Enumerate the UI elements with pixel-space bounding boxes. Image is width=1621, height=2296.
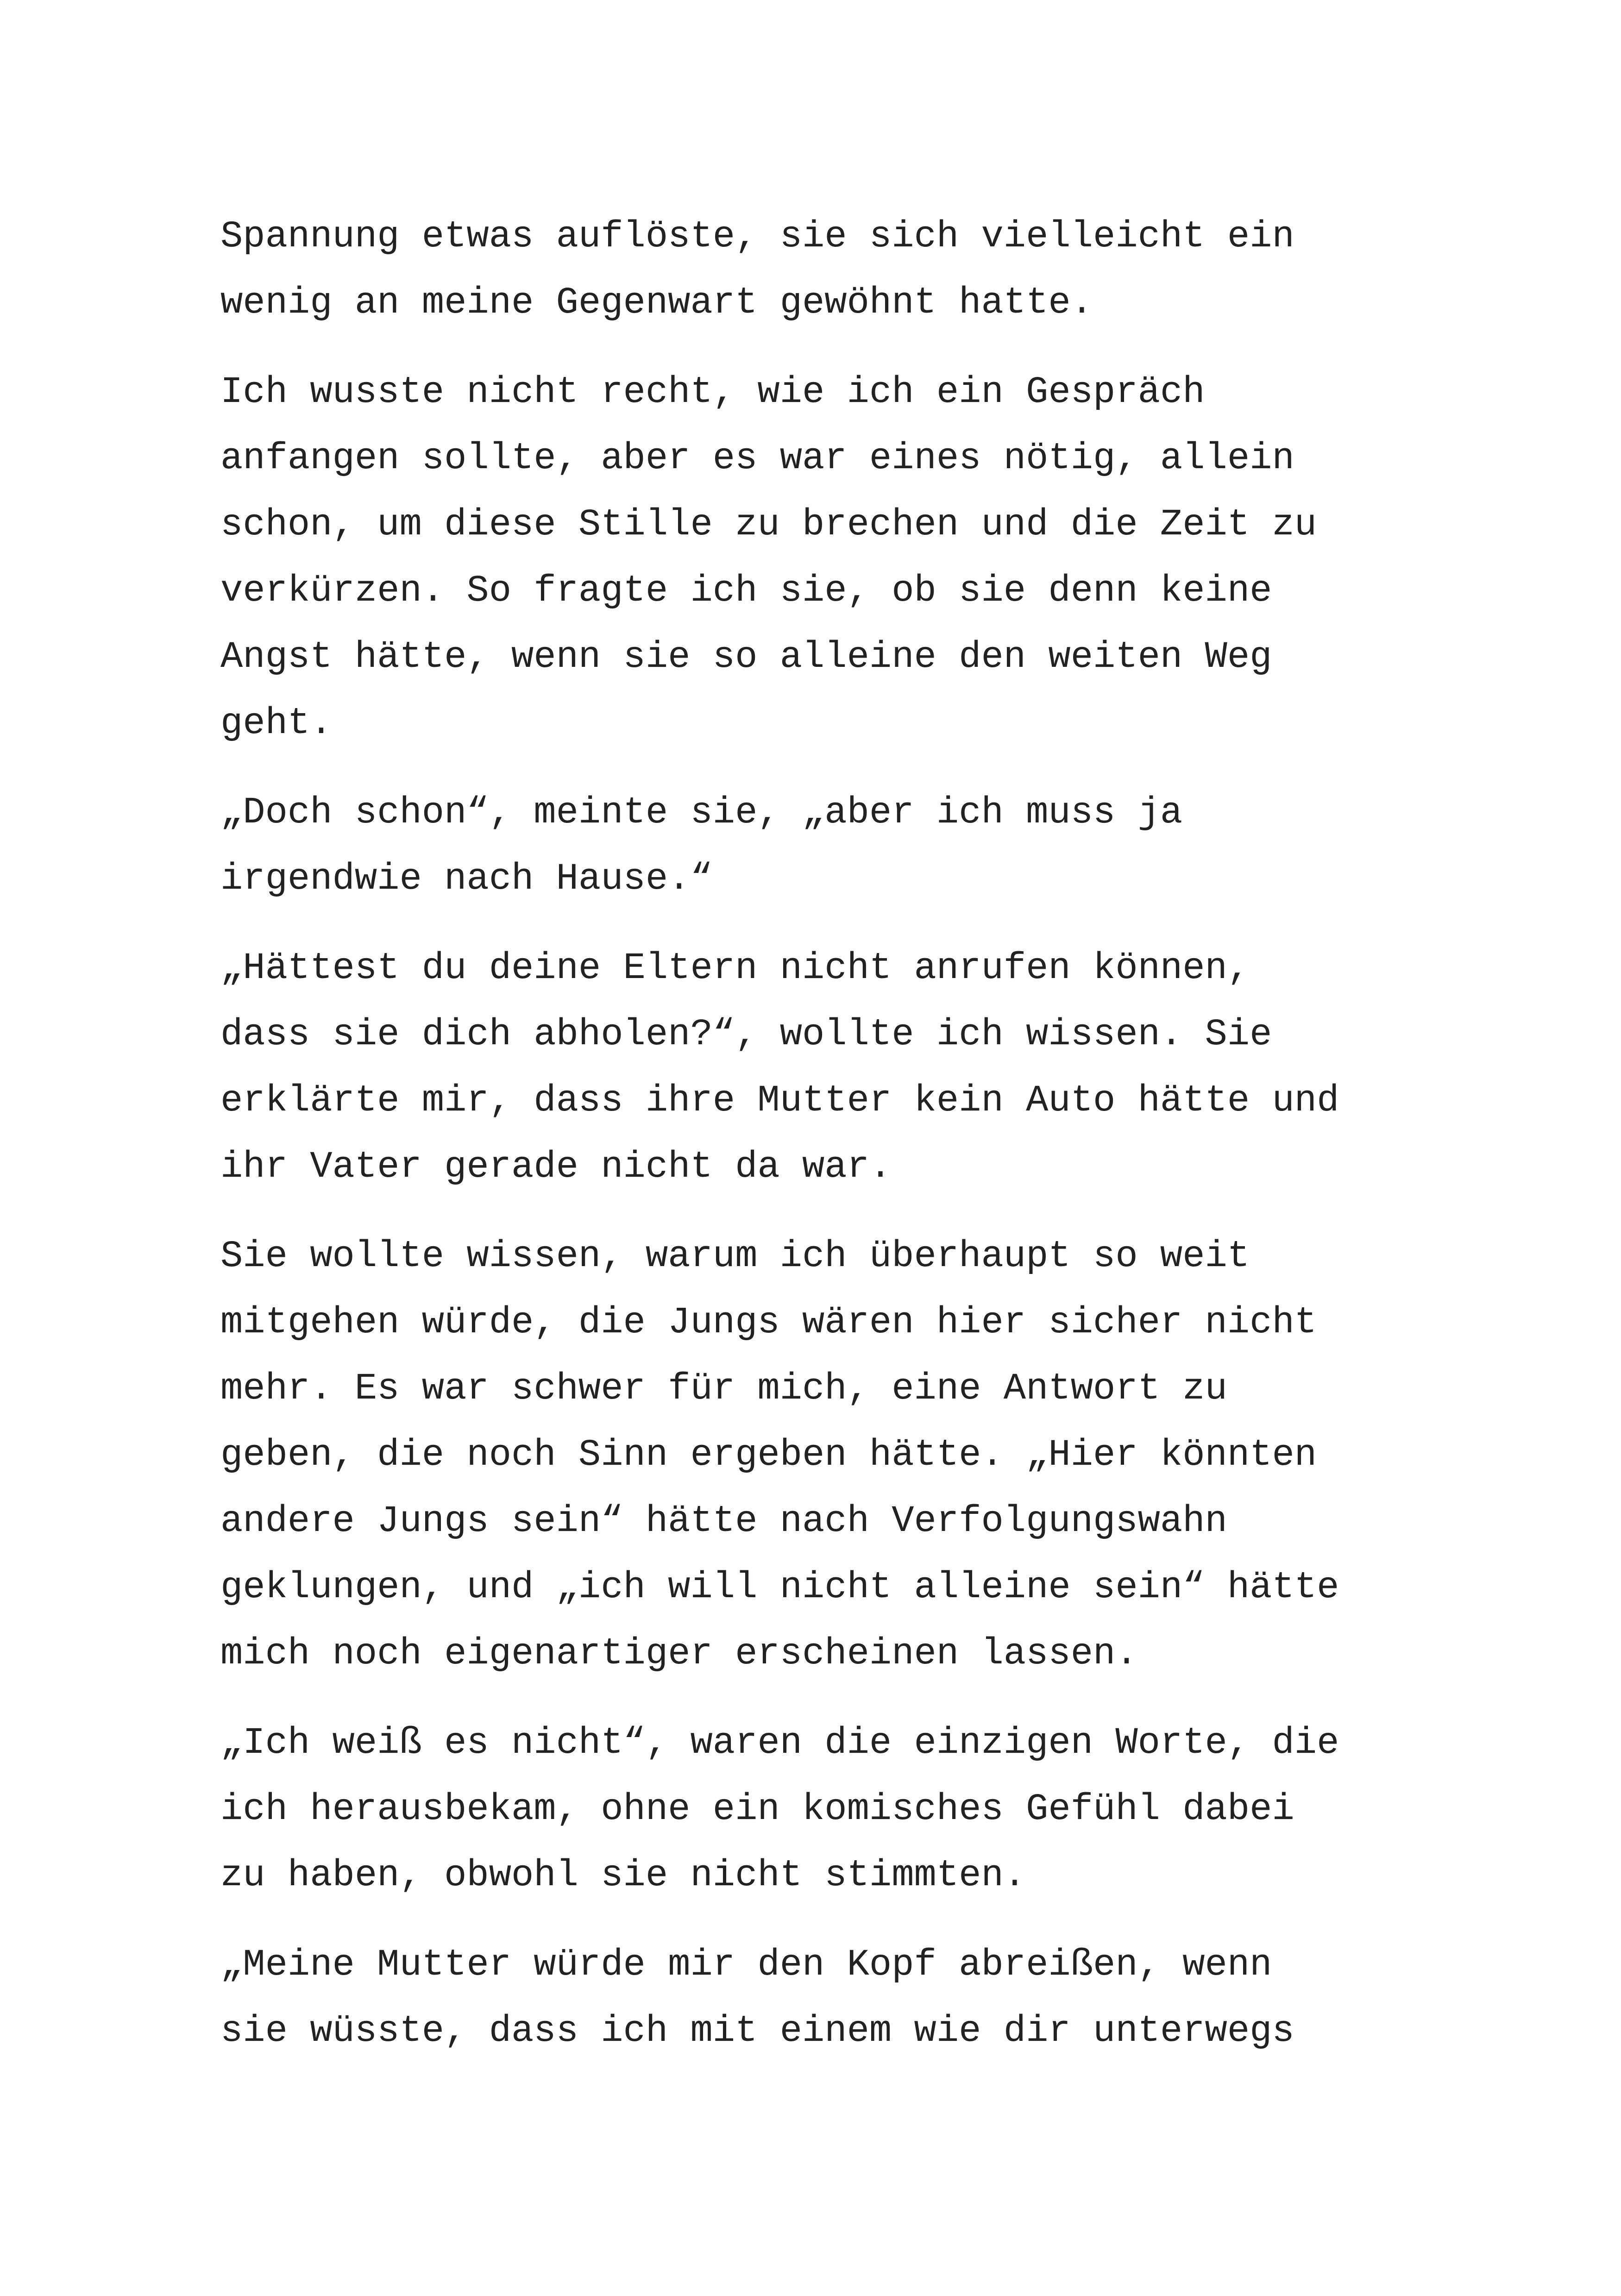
text-line: erklärte mir, dass ihre Mutter kein Auto hätte und	[220, 1080, 1339, 1122]
text-line: schon, um diese Stille zu brechen und die Zeit zu	[220, 504, 1317, 546]
text-line: verkürzen. So fragte ich sie, ob sie denn keine	[220, 570, 1272, 612]
text-line: Sie wollte wissen, warum ich überhaupt so weit	[220, 1236, 1250, 1278]
text-line: „Doch schon“, meinte sie, „aber ich muss ja	[220, 792, 1183, 834]
text-line: mehr. Es war schwer für mich, eine Antwort zu	[220, 1368, 1227, 1410]
paragraph	[220, 935, 1425, 1200]
text-line: geht.	[220, 703, 333, 745]
text-line: „Ich weiß es nicht“, waren die einzigen Worte, die	[220, 1722, 1339, 1764]
text-line: ich herausbekam, ohne ein komisches Gefühl dabei	[220, 1788, 1294, 1831]
body-text	[220, 204, 1425, 2088]
text-line: „Hättest du deine Eltern nicht anrufen können,	[220, 947, 1250, 990]
text-line: mich noch eigenartiger erscheinen lassen.	[220, 1633, 1138, 1675]
paragraph	[220, 1710, 1425, 1909]
text-line: anfangen sollte, aber es war eines nötig, allein	[220, 438, 1294, 480]
text-line: geben, die noch Sinn ergeben hätte. „Hier könnten	[220, 1434, 1317, 1476]
paragraph	[220, 204, 1425, 336]
paragraph	[220, 1223, 1425, 1687]
text-line: Spannung etwas auflöste, sie sich vielleicht ein	[220, 216, 1294, 258]
text-line: geklungen, und „ich will nicht alleine sein“ hätte	[220, 1567, 1339, 1609]
paragraph	[220, 359, 1425, 757]
text-line: wenig an meine Gegenwart gewöhnt hatte.	[220, 282, 1093, 324]
paragraph	[220, 1932, 1425, 2064]
text-line: andere Jungs sein“ hätte nach Verfolgungswahn	[220, 1500, 1227, 1543]
text-line: mitgehen würde, die Jungs wären hier sicher nicht	[220, 1302, 1317, 1344]
text-line: sie wüsste, dass ich mit einem wie dir unterwegs	[220, 2010, 1294, 2052]
text-line: ihr Vater gerade nicht da war.	[220, 1146, 892, 1188]
paragraph	[220, 780, 1425, 912]
text-line: Angst hätte, wenn sie so alleine den weiten Weg	[220, 636, 1272, 678]
text-line: dass sie dich abholen?“, wollte ich wissen. Sie	[220, 1014, 1272, 1056]
text-line: „Meine Mutter würde mir den Kopf abreißen, wenn	[220, 1944, 1272, 1986]
text-line: zu haben, obwohl sie nicht stimmten.	[220, 1855, 1026, 1897]
text-line: Ich wusste nicht recht, wie ich ein Gespräch	[220, 371, 1205, 414]
text-line: irgendwie nach Hause.“	[220, 858, 713, 900]
